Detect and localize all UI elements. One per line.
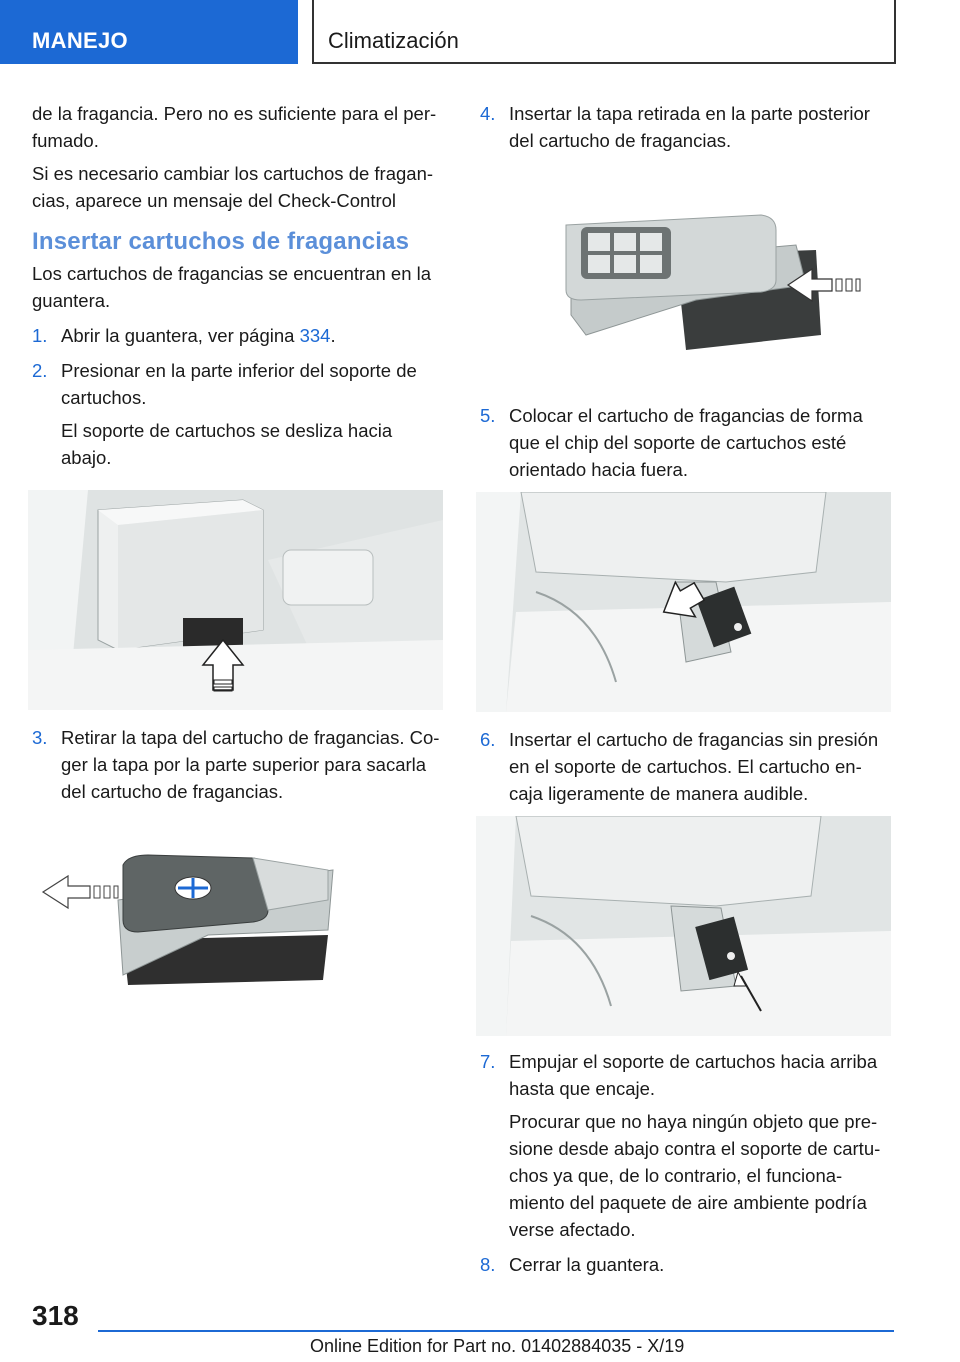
step-text: Insertar la tapa retirada en la parte posterior del cartucho de fragancias.	[509, 103, 870, 151]
section-intro: Los cartuchos de fragancias se encuentran en la guantera.	[32, 263, 432, 311]
footer-edition: Online Edition for Part no. 01402884035 - X/19	[310, 1336, 685, 1356]
step-number: 6.	[480, 729, 496, 750]
section-heading: Insertar cartuchos de fragancias	[32, 228, 410, 255]
step-2	[32, 357, 446, 471]
step-8	[480, 1251, 894, 1278]
step-text: Retirar la tapa del cartucho de fragancias. Co-ger la tapa por la parte superior para sacarla del cartucho de fragancias.	[61, 727, 440, 802]
intro-paragraph-1: de la fragancia. Pero no es suficiente para el per-fumado.	[32, 103, 437, 151]
step-6	[480, 726, 894, 807]
step-text: Abrir la guantera, ver página	[61, 325, 300, 346]
step-1	[32, 322, 446, 349]
step-text: Insertar el cartucho de fragancias sin presión en el soporte de cartuchos. El cartucho en-caja ligeramente de manera audible.	[509, 729, 879, 804]
step-text: Presionar en la parte inferior del soporte de cartuchos.	[61, 360, 417, 408]
page-number: 318	[32, 1300, 79, 1331]
step-subtext: El soporte de cartuchos se desliza hacia abajo.	[61, 420, 393, 468]
page-link[interactable]: 334	[299, 325, 331, 346]
right-column-step6	[480, 726, 894, 815]
step-number: 8.	[480, 1254, 496, 1275]
step-number: 2.	[32, 360, 48, 381]
figure-glovebox-press	[28, 490, 443, 710]
intro-paragraph-2: Si es necesario cambiar los cartuchos de fragan-cias, aparece un mensaje del Check-Control	[32, 163, 434, 211]
chapter-title: Climatización	[312, 0, 896, 64]
step-text: Colocar el cartucho de fragancias de forma que el chip del soporte de cartuchos esté orientado hacia fuera.	[509, 405, 863, 480]
figure-insert-cartridge	[476, 816, 891, 1036]
step-number: 3.	[32, 727, 48, 748]
figure-insert-cap	[476, 205, 891, 365]
step-number: 1.	[32, 325, 48, 346]
step-7	[480, 1048, 894, 1243]
right-column-step5	[480, 402, 894, 491]
step-5	[480, 402, 894, 483]
step-4	[480, 100, 894, 154]
step-number: 7.	[480, 1051, 496, 1072]
right-column	[480, 100, 894, 162]
footer-divider	[98, 1330, 894, 1332]
step-subtext: Procurar que no haya ningún objeto que pre-sione desde abajo contra el soporte de cartu-chos ya que, de lo contrario, el funciona-miento del paquete de aire ambiente podría verse afectado.	[509, 1111, 881, 1240]
step-number: 4.	[480, 103, 496, 124]
step-number: 5.	[480, 405, 496, 426]
step-3	[32, 724, 446, 805]
figure-remove-cap	[28, 840, 443, 1000]
figure-place-cartridge	[476, 492, 891, 712]
step-text-end: .	[330, 325, 336, 346]
left-column-lower	[32, 724, 446, 813]
right-column-step7	[480, 1048, 894, 1286]
section-tab: MANEJO	[0, 0, 298, 64]
step-text: Cerrar la guantera.	[509, 1254, 665, 1275]
step-text: Empujar el soporte de cartuchos hacia arriba hasta que encaje.	[509, 1051, 878, 1099]
left-column	[32, 100, 446, 479]
